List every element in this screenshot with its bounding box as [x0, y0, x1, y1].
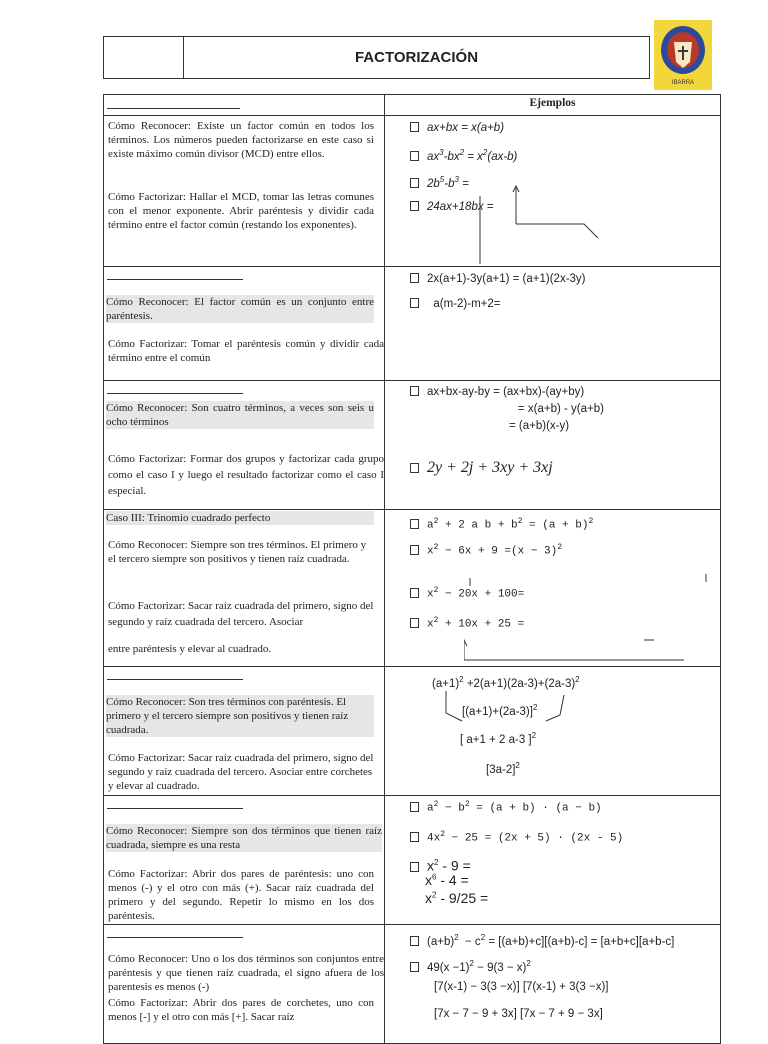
example-3: $x^2 - 9$ =	[410, 854, 471, 875]
example-4: $[3a-2]^2$	[486, 761, 520, 776]
example-2: = x(a+b) - y(a+b)	[518, 403, 604, 415]
recognize-text: Cómo Reconocer: Siempre son tres términos. El primero y el tercero siempre son positivos y tienen raíz cuadrada.	[108, 539, 367, 565]
case-left-1	[104, 116, 385, 266]
recognize-text: Cómo Reconocer: Son tres términos con paréntesis. El primero y el tercero siempre son positivos y tienen raíz cuadrada.	[106, 695, 374, 737]
example-1: ax+bx-ay-by = (ax+bx)-(ay+by)	[410, 386, 584, 398]
example-4: [7x − 7 − 9 + 3x] [7x − 7 + 9 − 3x]	[434, 1008, 603, 1020]
case-title: Caso III: Trinomio cuadrado perfecto	[106, 511, 374, 525]
example-4: 24ax+18bx =	[410, 201, 494, 213]
case-row-7	[103, 924, 721, 1044]
case-left-5	[104, 667, 385, 795]
factorization-table	[103, 94, 721, 1034]
example-2: $49(x -1)^2 - 9(3 - x)^2$	[410, 959, 531, 974]
example-2: $ax^3-bx^2 = x^2(ax-b)$	[410, 148, 517, 163]
school-logo	[654, 20, 712, 90]
recognize-text: Cómo Reconocer: Uno o los dos términos son conjuntos entre paréntesis y que tienen raíz cuadrada, el signo afuera de los parentesis es menos (-)	[108, 953, 384, 993]
factor-text: Cómo Factorizar: Abrir dos pares de paréntesis: uno con menos (-) y el otro con más (+). Sacar raíz cuadrada del primero y del segundo. Repetir lo mismo en los dos paréntesis.	[108, 868, 374, 922]
example-5: $x^2 - 9/25$ =	[425, 890, 489, 906]
example-2: $x^2 - 6x + 9 =(x - 3)^2$	[410, 543, 562, 558]
case-left-6	[104, 796, 385, 924]
example-3: [ a+1 + 2 a-3 ]$^2$	[460, 731, 537, 746]
case-row-4	[103, 509, 721, 667]
example-3: $2b^5-b^3$ =	[410, 175, 469, 190]
example-4: 2y + 2j + 3xy + 3xj	[410, 453, 553, 477]
case-left-2	[104, 267, 385, 380]
example-1: $(a+b)^2 - c^2 = [(a+b)+c][(a+b)-c] = [a+b+c][a+b-c]$	[410, 933, 674, 948]
svg-text:IBARRA: IBARRA	[671, 80, 695, 86]
example-1: $(a+1)^2 +2(a+1)(2a-3)+(2a-3)^2$	[432, 675, 580, 690]
example-1: ax+bx = x(a+b)	[410, 122, 504, 134]
case-row-1	[103, 115, 721, 267]
header-blank-cell	[104, 37, 184, 78]
factor-text: Cómo Factorizar: Tomar el paréntesis común y dividir cada término entre el común	[108, 338, 384, 364]
factor-text: Cómo Factorizar: Hallar el MCD, tomar las letras comunes con el menor exponente. Abrir paréntesis y dividir cada término entre el factor común (restando los exponentes).	[108, 191, 374, 231]
factor-text: Cómo Factorizar: Formar dos grupos y factorizar cada grupo como el caso I y luego el resultado factorizar como el caso I especial.	[108, 453, 384, 497]
example-4: $x^2 + 10x + 25$ =	[410, 616, 524, 631]
example-3: = (a+b)(x-y)	[509, 420, 570, 432]
example-3: $x^2 - 20x + 100=$	[410, 586, 524, 601]
examples-header: Ejemplos	[529, 97, 576, 109]
example-2: $[(a+1)+(2a-3)]^2$	[462, 703, 538, 718]
table-header-left	[104, 95, 385, 115]
example-2: $4x^2 - 25 = (2x + 5) \cdot (2x - 5)$	[410, 830, 623, 845]
example-2: a(m-2)-m+2=	[410, 298, 501, 310]
case-row-2	[103, 266, 721, 381]
factor-text: Cómo Factorizar: Abrir dos pares de corchetes, uno con menos [-] y el otro con más [+]. Sacar raíz	[108, 997, 374, 1023]
case-row-3	[103, 380, 721, 510]
example-1: $a^2 - b^2 = (a + b) \cdot (a - b)$	[410, 800, 602, 815]
case-left-4	[104, 510, 385, 666]
example-4: $x^6 - 4$ =	[425, 872, 469, 888]
factor-text-cont: entre paréntesis y elevar al cuadrado.	[108, 643, 272, 655]
case-left-3	[104, 381, 385, 509]
case-row-6	[103, 795, 721, 925]
recognize-text: Cómo Reconocer: Existe un factor común en todos los términos. Los números pueden factorizarse en este caso si existe máximo común divisor (MCD) entre ellos.	[108, 120, 374, 160]
factor-text: Cómo Factorizar: Sacar raíz cuadrada del primero, signo del segundo y raíz cuadrada del tercero. Asociar	[108, 600, 374, 628]
recognize-text: Cómo Reconocer: Son cuatro términos, a veces son seis u ocho términos	[106, 402, 374, 428]
recognize-text: Cómo Reconocer: El factor común es un conjunto entre paréntesis.	[106, 296, 374, 322]
example-1: $a^2 + 2$ a $b + b^2 = (a + b)^2$	[410, 517, 593, 532]
header-box	[103, 36, 650, 79]
example-3: [7(x-1) − 3(3 −x)] [7(x-1) + 3(3 −x)]	[434, 981, 609, 993]
case-left-7	[104, 925, 385, 1043]
handwritten-marks	[474, 176, 614, 266]
handwritten-marks	[442, 687, 582, 727]
case-row-5	[103, 666, 721, 796]
page-title: FACTORIZACIÓN	[354, 49, 479, 66]
example-1: 2x(a+1)-3y(a+1) = (a+1)(2x-3y)	[410, 273, 586, 285]
table-header-row	[103, 94, 721, 116]
handwritten-marks	[464, 570, 714, 665]
factor-text: Cómo Factorizar: Sacar raíz cuadrada del primero, signo del segundo y raíz cuadrada del tercero. Asociar entre corchetes y elevar al cuadrado.	[108, 752, 374, 792]
recognize-text: Cómo Reconocer: Siempre son dos términos que tienen raíz cuadrada, siempre es una resta	[106, 825, 382, 851]
